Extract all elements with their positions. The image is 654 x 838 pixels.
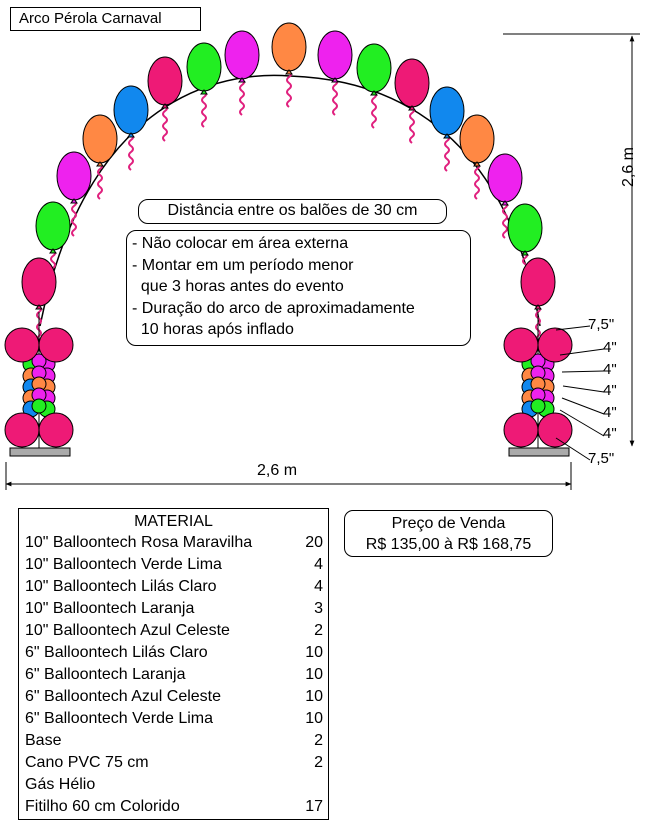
material-name: Base [25,732,62,749]
dimension-leader [562,398,604,414]
column-dim-label: 4" [603,425,617,442]
diagram-title: Arco Pérola Carnaval [10,7,201,31]
note-line: - Montar em um período menor [132,256,354,274]
material-name: 10" Balloontech Lilás Claro [25,578,217,595]
material-row [25,534,323,556]
ribbon-curl [202,93,206,127]
width-label: 2,6 m [257,462,298,479]
material-title: MATERIAL [134,513,213,530]
ribbon-curl [333,81,337,115]
note-line: 10 horas após inflado [132,321,294,338]
material-row [25,622,323,644]
height-label: 2,6 m [620,147,637,188]
arch-balloon [272,23,306,71]
material-qty: 2 [314,754,323,771]
price-value: R$ 135,00 à R$ 168,75 [365,536,532,553]
arch-balloon [460,115,494,163]
large-balloon [5,328,39,362]
material-name: 6" Balloontech Verde Lima [25,710,214,727]
material-row [25,666,323,688]
material-name: Cano PVC 75 cm [25,754,149,771]
large-balloon [5,413,39,447]
note-line: que 3 horas antes do evento [132,278,344,295]
material-name: 10" Balloontech Laranja [25,600,195,617]
large-balloon [538,413,572,447]
column-dim-label: 4" [603,382,617,399]
column-dim-label: 4" [603,404,617,421]
ribbon-curl [163,107,167,141]
ribbon-curl [240,81,244,115]
material-qty: 20 [305,534,323,551]
arch-balloon [521,258,555,306]
material-row [25,798,323,820]
arch-balloon [508,204,542,252]
material-name: 6" Balloontech Lilás Claro [25,644,208,661]
material-qty: 4 [314,578,323,595]
balloon-spacing-note: Distância entre os balões de 30 cm [138,199,447,224]
ribbon-curl [475,165,479,199]
ribbon-curl [445,137,449,171]
arch-balloon [22,258,56,306]
material-qty: 4 [314,556,323,573]
arch-balloon [318,31,352,79]
column-dim-label: 7,5" [588,450,615,467]
material-row [25,644,323,666]
ribbon-curl [287,73,291,107]
small-balloon [531,399,545,413]
column-dim-label: 4" [603,361,617,378]
ribbon-curl [503,204,507,238]
material-row [25,754,323,776]
dimension-leader [563,386,604,392]
column-base [509,448,569,456]
material-row [25,688,323,710]
large-balloon [504,413,538,447]
instructions-notes [126,230,471,346]
arch-balloon [148,57,182,105]
material-name: 10" Balloontech Azul Celeste [25,622,230,639]
column-base [10,448,70,456]
large-balloon [39,328,73,362]
note-line: - Duração do arco de aproximadamente [132,299,415,317]
arch-balloon [395,59,429,107]
ribbon-curl [372,94,376,128]
material-name: Gás Hélio [25,776,96,793]
ribbon-curl [72,202,76,236]
price-title: Preço de Venda [391,515,506,532]
material-name: 10" Balloontech Rosa Maravilha [25,534,253,551]
material-name: Fitilho 60 cm Colorido [25,798,180,815]
material-row [25,732,323,754]
large-balloon [538,328,572,362]
arch-balloon [57,152,91,200]
material-qty: 10 [305,644,323,661]
large-balloon [504,328,538,362]
material-qty: 2 [314,732,323,749]
material-name: 6" Balloontech Laranja [25,666,186,683]
arch-balloon [83,115,117,163]
arch-balloon [187,43,221,91]
column-dim-label: 7,5" [588,316,615,333]
material-qty: 2 [314,622,323,639]
ribbon-curl [129,136,133,170]
material-name: 6" Balloontech Azul Celeste [25,688,222,705]
material-row [25,710,323,732]
material-row [25,600,323,622]
material-qty: 17 [305,798,323,815]
price-box [344,510,553,557]
material-qty: 10 [305,710,323,727]
arch-balloon [430,87,464,135]
material-qty: 10 [305,688,323,705]
note-line: - Não colocar em área externa [132,235,349,252]
large-balloon [39,413,73,447]
arch-balloon [36,202,70,250]
ribbon-curl [410,109,414,143]
material-row [25,776,323,798]
material-row [25,556,323,578]
material-qty: 10 [305,666,323,683]
material-list [18,508,329,820]
material-row [25,578,323,600]
arch-balloon [357,44,391,92]
column-dim-label: 4" [603,339,617,356]
material-name: 10" Balloontech Verde Lima [25,556,222,573]
arch-balloon [114,86,148,134]
dimension-leader [562,371,604,372]
small-balloon [32,399,46,413]
arch-balloon [225,31,259,79]
arch-balloon [488,154,522,202]
material-qty: 3 [314,600,323,617]
dimension-leader [556,326,590,330]
